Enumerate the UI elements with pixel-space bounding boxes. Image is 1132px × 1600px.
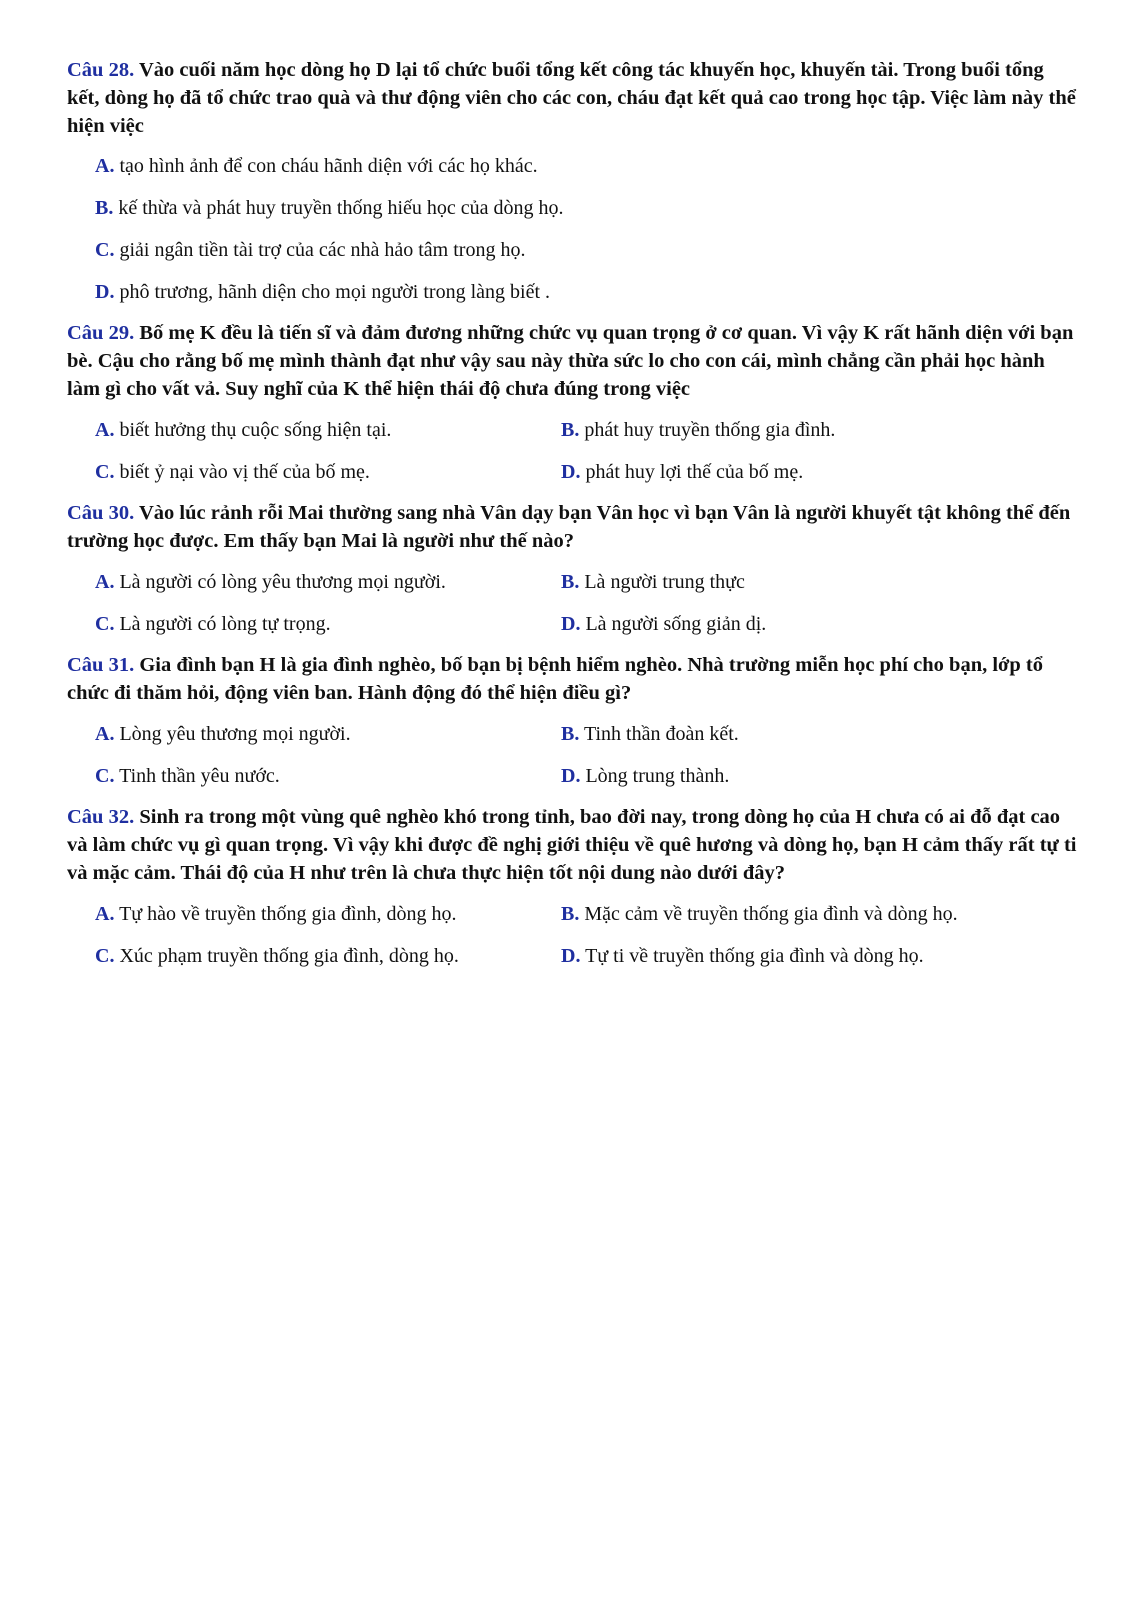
- question-text: Vào cuối năm học dòng họ D lại tổ chức buổi tổng kết công tác khuyến học, khuyến tài. Trong buổi tổng kết, dòng họ đã tổ chức trao quà và thư động viên cho các con, cháu đạt kết quả cao trong học tập. Việc làm này thể hiện việc: [67, 59, 1076, 137]
- option-a: [95, 901, 561, 927]
- option-text: Là người có lòng tự trọng.: [119, 613, 331, 635]
- option-text: Tự hào về truyền thống gia đình, dòng họ.: [119, 903, 457, 925]
- option-a: [95, 721, 561, 747]
- option-letter: D.: [561, 461, 581, 483]
- option-d: [561, 943, 1027, 969]
- question-number: Câu 31.: [67, 654, 135, 676]
- option-b: [95, 195, 1077, 221]
- options-row: [95, 763, 1077, 789]
- option-a: [95, 417, 561, 443]
- option-d: [95, 279, 1077, 305]
- option-letter: A.: [95, 419, 115, 441]
- question-stem: [67, 56, 1077, 140]
- option-letter: A.: [95, 723, 115, 745]
- option-letter: A.: [95, 155, 115, 177]
- option-a: [95, 153, 1077, 179]
- options-row: [95, 611, 1077, 637]
- question-number: Câu 29.: [67, 322, 135, 344]
- question-text: Sinh ra trong một vùng quê nghèo khó trong tỉnh, bao đời nay, trong dòng họ của H chưa có ai đỗ đạt cao và làm chức vụ gì quan trọng. Vì vậy khi được đề nghị giới thiệu về quê hương và dòng họ, bạn H cảm thấy rất tự ti và mặc cảm. Thái độ của H như trên là chưa thực hiện tốt nội dung nào dưới đây?: [67, 806, 1077, 884]
- option-letter: B.: [561, 903, 580, 925]
- option-letter: B.: [561, 571, 580, 593]
- option-text: biết hưởng thụ cuộc sống hiện tại.: [119, 419, 392, 441]
- options-list: [95, 721, 1077, 789]
- exam-page: [67, 56, 1077, 969]
- options-row: [95, 943, 1077, 969]
- question-28: [67, 56, 1077, 305]
- question-stem: [67, 803, 1077, 887]
- option-c: [95, 763, 561, 789]
- option-text: Là người sống giản dị.: [585, 613, 767, 635]
- option-text: tạo hình ảnh để con cháu hãnh diện với các họ khác.: [119, 155, 538, 177]
- question-text: Gia đình bạn H là gia đình nghèo, bố bạn bị bệnh hiểm nghèo. Nhà trường miễn học phí cho bạn, lớp tổ chức đi thăm hỏi, động viên ban. Hành động đó thể hiện điều gì?: [67, 654, 1044, 704]
- options-list: [95, 417, 1077, 485]
- option-c: [95, 237, 1077, 263]
- option-letter: A.: [95, 903, 115, 925]
- option-letter: B.: [561, 419, 580, 441]
- option-letter: D.: [561, 765, 581, 787]
- option-c: [95, 943, 561, 969]
- option-text: Tinh thần đoàn kết.: [583, 723, 739, 745]
- option-b: [561, 721, 1027, 747]
- option-text: Lòng yêu thương mọi người.: [119, 723, 351, 745]
- option-letter: C.: [95, 765, 115, 787]
- options-list: [95, 153, 1077, 305]
- option-c: [95, 459, 561, 485]
- option-letter: B.: [95, 197, 114, 219]
- option-text: Tinh thần yêu nước.: [119, 765, 280, 787]
- option-text: Mặc cảm về truyền thống gia đình và dòng họ.: [584, 903, 958, 925]
- option-letter: D.: [561, 613, 581, 635]
- option-b: [561, 901, 1027, 927]
- options-row: [95, 901, 1077, 927]
- question-stem: [67, 499, 1077, 555]
- question-32: [67, 803, 1077, 969]
- option-text: Lòng trung thành.: [585, 765, 730, 787]
- options-row: [95, 569, 1077, 595]
- option-text: phát huy lợi thế của bố mẹ.: [585, 461, 804, 483]
- option-text: Là người trung thực: [584, 571, 745, 593]
- option-b: [561, 569, 1027, 595]
- options-list: [95, 901, 1077, 969]
- option-letter: B.: [561, 723, 580, 745]
- option-text: biết ỷ nại vào vị thế của bố mẹ.: [119, 461, 370, 483]
- question-text: Vào lúc rảnh rỗi Mai thường sang nhà Vân dạy bạn Vân học vì bạn Vân là người khuyết tật không thể đến trường học được. Em thấy bạn Mai là người như thế nào?: [67, 502, 1071, 552]
- option-text: phát huy truyền thống gia đình.: [584, 419, 836, 441]
- option-letter: D.: [95, 281, 115, 303]
- question-stem: [67, 651, 1077, 707]
- option-letter: C.: [95, 613, 115, 635]
- option-letter: C.: [95, 461, 115, 483]
- option-a: [95, 569, 561, 595]
- option-d: [561, 611, 1027, 637]
- option-letter: C.: [95, 239, 115, 261]
- question-stem: [67, 319, 1077, 403]
- option-text: giải ngân tiền tài trợ của các nhà hảo tâm trong họ.: [119, 239, 526, 261]
- option-text: Tự ti về truyền thống gia đình và dòng họ.: [585, 945, 924, 967]
- question-30: [67, 499, 1077, 637]
- question-29: [67, 319, 1077, 485]
- question-text: Bố mẹ K đều là tiến sĩ và đảm đương những chức vụ quan trọng ở cơ quan. Vì vậy K rất hãnh diện với bạn bè. Cậu cho rằng bố mẹ mình thành đạt như vậy sau này thừa sức lo cho con cái, mình chẳng cần phải học hành làm gì cho vất vả. Suy nghĩ của K thể hiện thái độ chưa đúng trong việc: [67, 322, 1074, 400]
- option-d: [561, 459, 1027, 485]
- option-letter: A.: [95, 571, 115, 593]
- option-text: Là người có lòng yêu thương mọi người.: [119, 571, 446, 593]
- question-31: [67, 651, 1077, 789]
- question-number: Câu 28.: [67, 59, 135, 81]
- option-d: [561, 763, 1027, 789]
- option-text: Xúc phạm truyền thống gia đình, dòng họ.: [119, 945, 459, 967]
- option-b: [561, 417, 1027, 443]
- options-list: [95, 569, 1077, 637]
- question-number: Câu 32.: [67, 806, 135, 828]
- options-row: [95, 721, 1077, 747]
- question-number: Câu 30.: [67, 502, 135, 524]
- option-letter: D.: [561, 945, 581, 967]
- option-c: [95, 611, 561, 637]
- option-text: phô trương, hãnh diện cho mọi người trong làng biết .: [119, 281, 550, 303]
- options-row: [95, 459, 1077, 485]
- option-text: kế thừa và phát huy truyền thống hiếu học của dòng họ.: [118, 197, 564, 219]
- option-letter: C.: [95, 945, 115, 967]
- options-row: [95, 417, 1077, 443]
